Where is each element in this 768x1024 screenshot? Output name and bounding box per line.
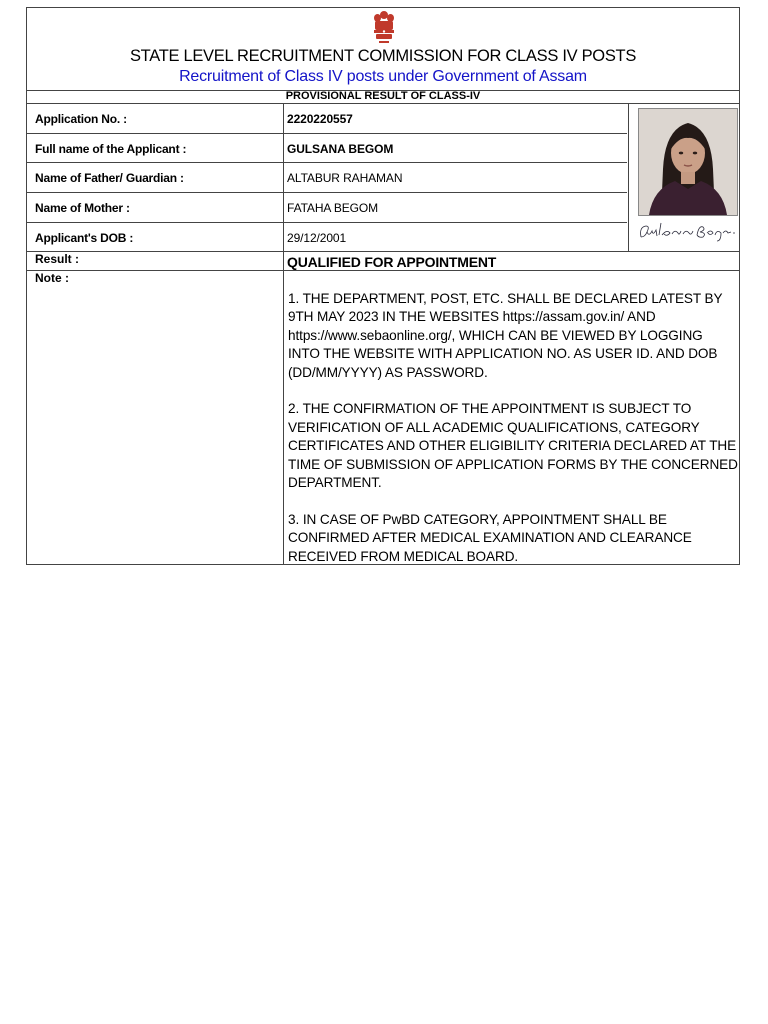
label-note: Note : [35, 271, 69, 285]
applicant-photo [638, 108, 738, 216]
row-dob [27, 223, 627, 251]
result-row [27, 251, 739, 271]
notes [288, 290, 738, 566]
page-title: STATE LEVEL RECRUITMENT COMMISSION FOR CLASS IV POSTS [129, 47, 637, 65]
note-item: 3. IN CASE OF PwBD CATEGORY, APPOINTMENT SHALL BE CONFIRMED AFTER MEDICAL EXAMINATION AND CLEARANCE RECEIVED FROM MEDICAL BOARD. [288, 511, 692, 564]
value-mother: FATAHA BEGOM [287, 201, 379, 215]
row-father [27, 163, 627, 193]
section-heading: PROVISIONAL RESULT OF CLASS-IV [27, 90, 739, 104]
value-dob: 29/12/2001 [287, 231, 347, 245]
result-sheet [26, 7, 740, 565]
label-father: Name of Father/ Guardian : [35, 171, 184, 185]
note-item: 1. THE DEPARTMENT, POST, ETC. SHALL BE DECLARED LATEST BY 9TH MAY 2023 IN THE WEBSITES https://assam.gov.in/ AND https://www.sebaonline.org/, WHICH CAN BE VIEWED BY LOGGING INTO THE WEBSITE WITH APPLICATION NO. AS USER ID. AND DOB (DD/MM/YYYY) AS PASSWORD. [288, 291, 723, 380]
value-application-no: 2220220557 [287, 112, 353, 126]
row-application-no [27, 104, 627, 134]
label-dob: Applicant's DOB : [35, 231, 134, 245]
label-result: Result : [35, 252, 80, 266]
label-application-no: Application No. : [35, 112, 127, 126]
label-mother: Name of Mother : [35, 201, 130, 215]
page-subtitle: Recruitment of Class IV posts under Government of Assam [179, 68, 587, 85]
photo-cell [629, 104, 739, 251]
label-full-name: Full name of the Applicant : [35, 142, 187, 156]
row-full-name [27, 134, 627, 163]
value-father: ALTABUR RAHAMAN [287, 171, 403, 185]
national-emblem-icon [371, 10, 397, 46]
header [27, 8, 739, 91]
note-item: 2. THE CONFIRMATION OF THE APPOINTMENT IS SUBJECT TO VERIFICATION OF ALL ACADEMIC QUALIFICATIONS, CATEGORY CERTIFICATES AND OTHER ELIGIBILITY CRITERIA DECLARED AT THE TIME OF SUBMISSION OF APPLICATION FORMS BY THE CONCERNED DEPARTMENT. [288, 401, 738, 491]
applicant-signature [637, 217, 735, 243]
value-full-name: GULSANA BEGOM [287, 142, 394, 156]
row-mother [27, 193, 627, 223]
result-status: QUALIFIED FOR APPOINTMENT [287, 254, 497, 270]
